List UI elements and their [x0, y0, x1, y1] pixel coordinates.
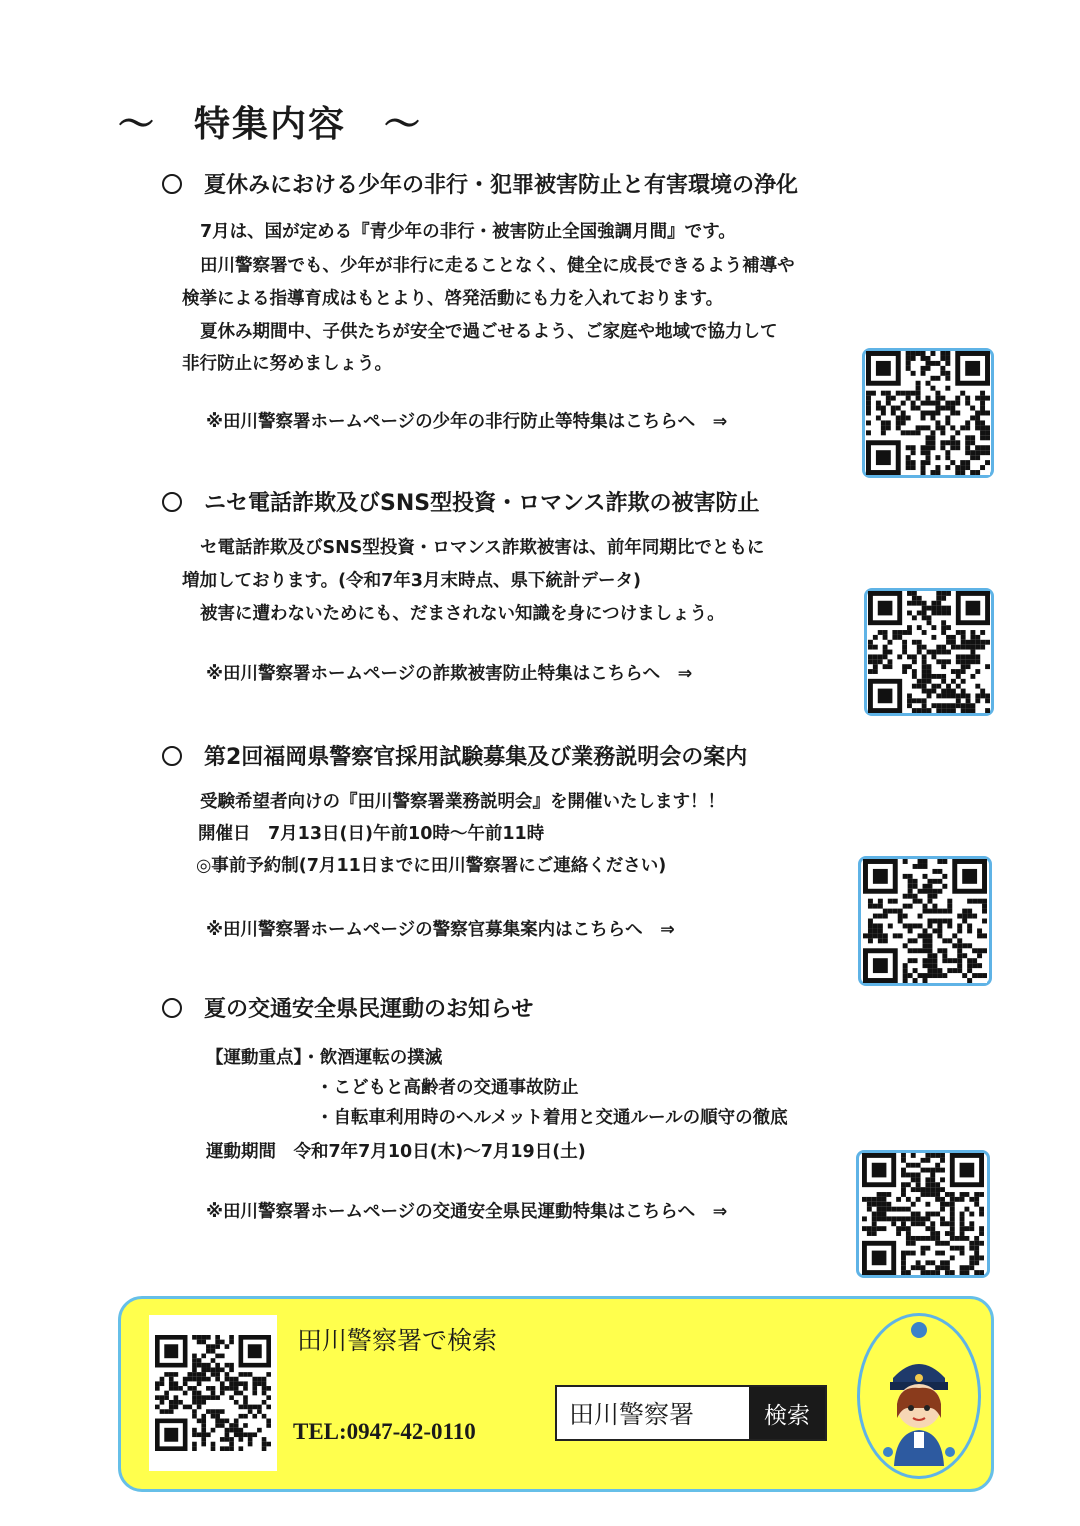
search-widget	[555, 1385, 827, 1441]
bullet-circle-icon	[162, 492, 182, 512]
police-mascot-emblem	[857, 1313, 981, 1479]
section-text-line: 【運動重点】・飲酒運転の撲滅	[206, 1048, 443, 1068]
section-text-line: セ電話詐欺及びSNS型投資・ロマンス詐欺被害は、前年同期比でともに	[200, 538, 765, 558]
qr-code-juvenile[interactable]	[862, 348, 994, 478]
section-text-line: 7月は、国が定める『青少年の非行・被害防止全国強調月間』です。	[200, 222, 736, 242]
section-heading-text: 夏の交通安全県民運動のお知らせ	[204, 997, 534, 1022]
qr-code-fraud[interactable]	[864, 588, 994, 716]
section-text-line: 夏休み期間中、子供たちが安全で過ごせるよう、ご家庭や地域で協力して	[200, 322, 778, 342]
search-input[interactable]: 田川警察署	[569, 1400, 695, 1429]
bullet-circle-icon	[162, 746, 182, 766]
bullet-circle-icon	[162, 998, 182, 1018]
qr-code-icon	[859, 1153, 987, 1275]
qr-code-icon	[865, 351, 991, 475]
section-heading-traffic	[162, 992, 533, 1023]
qr-code-icon	[867, 591, 991, 713]
homepage-link-fraud[interactable]: ※田川警察署ホームページの詐欺被害防止特集はこちらへ ⇒	[206, 664, 693, 684]
section-text-line: 受験希望者向けの『田川警察署業務説明会』を開催いたします！！	[200, 792, 725, 812]
qr-code-recruitment[interactable]	[858, 856, 992, 986]
telephone-number: TEL:0947-42-0110	[293, 1419, 476, 1444]
section-text-line: 開催日 7月13日(日)午前10時～午前11時	[198, 824, 545, 844]
section-text-line: 運動期間 令和7年7月10日(木)～7月19日(土)	[206, 1142, 586, 1162]
police-mascot-icon	[860, 1316, 978, 1476]
qr-code-icon	[861, 859, 989, 983]
section-heading-recruitment	[162, 740, 747, 771]
section-heading-fraud	[162, 486, 759, 517]
page-title: ～ 特集内容 ～	[118, 104, 423, 145]
section-heading-text: 第2回福岡県警察官採用試験募集及び業務説明会の案内	[204, 745, 748, 770]
homepage-link-juvenile[interactable]: ※田川警察署ホームページの少年の非行防止等特集はこちらへ ⇒	[206, 412, 728, 432]
section-text-line: ◎事前予約制(7月11日までに田川警察署にご連絡ください)	[196, 856, 667, 876]
section-text-line: 被害に遭わないためにも、だまされない知識を身につけましょう。	[200, 604, 725, 624]
section-text-line: 非行防止に努めましょう。	[182, 354, 392, 374]
qr-code-icon	[155, 1321, 271, 1465]
section-heading-text: ニセ電話詐欺及びSNS型投資・ロマンス詐欺の被害防止	[204, 491, 760, 516]
section-text-line: 検挙による指導育成はもとより、啓発活動にも力を入れております。	[182, 289, 724, 309]
section-text-line: ・自転車利用時のヘルメット着用と交通ルールの順守の徹底	[316, 1108, 788, 1128]
qr-code-traffic[interactable]	[856, 1150, 990, 1278]
homepage-link-recruitment[interactable]: ※田川警察署ホームページの警察官募集案内はこちらへ ⇒	[206, 920, 675, 940]
search-prompt: 田川警察署で検索	[297, 1326, 498, 1355]
section-heading-juvenile	[162, 168, 798, 199]
qr-code-homepage[interactable]	[149, 1315, 277, 1471]
homepage-link-traffic[interactable]: ※田川警察署ホームページの交通安全県民運動特集はこちらへ ⇒	[206, 1202, 728, 1222]
footer-banner	[118, 1296, 994, 1492]
bullet-circle-icon	[162, 174, 182, 194]
section-heading-text: 夏休みにおける少年の非行・犯罪被害防止と有害環境の浄化	[204, 173, 799, 198]
section-text-line: 田川警察署でも、少年が非行に走ることなく、健全に成長できるよう補導や	[200, 256, 795, 276]
section-text-line: ・こどもと高齢者の交通事故防止	[316, 1078, 579, 1098]
search-button[interactable]: 検索	[749, 1387, 825, 1439]
section-text-line: 増加しております。(令和7年3月末時点、県下統計データ)	[182, 571, 641, 591]
